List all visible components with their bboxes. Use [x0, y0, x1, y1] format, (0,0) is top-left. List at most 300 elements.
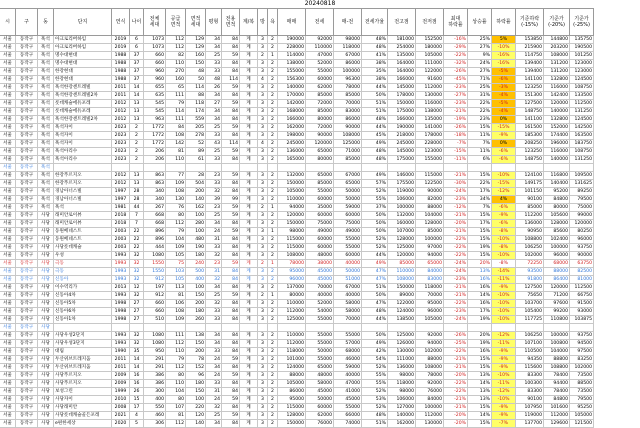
cell-baths[interactable]: 2 — [268, 172, 278, 180]
cell-ref-20[interactable]: 97600 — [544, 300, 570, 308]
cell-gu[interactable]: 동작구 — [16, 108, 38, 116]
cell-jeonse[interactable]: 92000 — [306, 36, 334, 44]
cell-rooms[interactable]: 3 — [258, 316, 268, 324]
cell-area-households[interactable]: 200 — [186, 188, 206, 196]
cell-rise-amount[interactable]: -7% — [492, 420, 516, 428]
cell-sale[interactable]: 150000 — [278, 180, 306, 188]
cell-baths[interactable]: 2 — [268, 44, 278, 52]
cell-gap[interactable] — [334, 164, 362, 172]
cell-from-high[interactable]: 94000 — [416, 252, 444, 260]
cell-year[interactable]: 1993 — [112, 276, 130, 284]
cell-ref-20[interactable]: 102400 — [544, 236, 570, 244]
cell-rise-amount[interactable]: -10% — [492, 172, 516, 180]
cell-pyeong[interactable]: 25 — [206, 212, 222, 220]
cell-rooms[interactable]: 3 — [258, 100, 268, 108]
cell-year[interactable]: 2013 — [112, 284, 130, 292]
cell-ref-15[interactable]: 108800 — [516, 236, 544, 244]
cell-gu[interactable]: 동작구 — [16, 396, 38, 404]
cell-exclusive[interactable]: 84 — [222, 68, 240, 76]
cell-pyeong[interactable]: 48 — [206, 76, 222, 84]
cell-prev-high[interactable]: 120000 — [388, 252, 416, 260]
cell-from-high[interactable]: 70000 — [416, 292, 444, 300]
cell-ref-25[interactable]: 105000 — [570, 412, 594, 420]
cell-rooms[interactable]: 3 — [258, 244, 268, 252]
cell-age[interactable]: 17 — [130, 404, 144, 412]
cell-rooms[interactable]: 3 — [258, 412, 268, 420]
cell-sale[interactable]: 166000 — [278, 116, 306, 124]
cell-exclusive[interactable]: 59 — [222, 260, 240, 268]
cell-drop-rate[interactable]: -21% — [444, 228, 468, 236]
cell-rise-rate[interactable]: 24% — [468, 60, 492, 68]
cell-gap[interactable]: 55000 — [334, 236, 362, 244]
cell-danji[interactable]: 사당롯데캐슬 — [54, 244, 112, 252]
cell-structure[interactable] — [240, 324, 258, 332]
cell-baths[interactable]: 2 — [268, 84, 278, 92]
cell-ref-20[interactable]: 116000 — [544, 148, 570, 156]
cell-sale[interactable]: 95000 — [278, 396, 306, 404]
cell-households[interactable]: 340 — [144, 196, 166, 204]
cell-ref-20[interactable]: 88800 — [544, 356, 570, 364]
cell-area-households[interactable]: 52 — [186, 140, 206, 148]
cell-sale[interactable]: 140000 — [278, 84, 306, 92]
cell-year[interactable]: 2021 — [112, 412, 130, 420]
cell-rise-rate[interactable]: 22% — [468, 100, 492, 108]
cell-gap[interactable]: 50000 — [334, 268, 362, 276]
cell-ref-15[interactable]: 149175 — [516, 180, 544, 188]
cell-households[interactable]: 660 — [144, 308, 166, 316]
cell-rise-amount[interactable]: -10% — [492, 308, 516, 316]
cell-drop-rate[interactable]: -30% — [444, 180, 468, 188]
cell-pyeong[interactable]: 24 — [206, 396, 222, 404]
cell-ref-20[interactable]: 95200 — [544, 188, 570, 196]
cell-danji[interactable] — [54, 324, 112, 332]
cell-age[interactable]: 32 — [130, 292, 144, 300]
cell-rise-rate[interactable]: 11% — [468, 132, 492, 140]
cell-rise-rate[interactable]: 20% — [468, 260, 492, 268]
cell-dong[interactable]: 사당 — [38, 332, 54, 340]
cell-sale[interactable]: 190000 — [278, 36, 306, 44]
cell-jeonse-ratio[interactable]: 44% — [362, 316, 388, 324]
cell-exclusive[interactable]: 84 — [222, 180, 240, 188]
cell-ref-15[interactable]: 115600 — [516, 364, 544, 372]
cell-from-high[interactable]: 92000 — [416, 380, 444, 388]
cell-drop-rate[interactable]: -20% — [444, 220, 468, 228]
cell-drop-rate[interactable]: -23% — [444, 100, 468, 108]
cell-jeonse-ratio[interactable]: 54% — [362, 356, 388, 364]
cell-area-households[interactable]: 28 — [186, 172, 206, 180]
cell-dong[interactable]: 사당 — [38, 380, 54, 388]
cell-city[interactable]: 서울 — [0, 116, 16, 124]
cell-age[interactable]: 14 — [130, 92, 144, 100]
cell-year[interactable]: 1999 — [112, 388, 130, 396]
cell-drop-rate[interactable]: -20% — [444, 412, 468, 420]
cell-rise-amount[interactable]: -10% — [492, 44, 516, 52]
cell-rooms[interactable]: 3 — [258, 180, 268, 188]
cell-gap[interactable]: 70000 — [334, 316, 362, 324]
cell-from-high[interactable]: 94000 — [416, 340, 444, 348]
cell-prev-high[interactable]: 125000 — [388, 332, 416, 340]
cell-supply[interactable]: 112 — [166, 220, 186, 228]
cell-ref-15[interactable]: 101150 — [516, 188, 544, 196]
cell-ref-25[interactable]: 124500 — [570, 116, 594, 124]
cell-ref-25[interactable]: 99000 — [570, 212, 594, 220]
cell-gu[interactable]: 동작구 — [16, 404, 38, 412]
cell-prev-high[interactable]: 160000 — [388, 220, 416, 228]
cell-ref-25[interactable]: 190500 — [570, 44, 594, 52]
cell-structure[interactable]: 계 — [240, 252, 258, 260]
cell-prev-high[interactable]: 106000 — [388, 396, 416, 404]
cell-dong[interactable]: 사당 — [38, 324, 54, 332]
cell-age[interactable]: 14 — [130, 356, 144, 364]
cell-dong[interactable]: 사당 — [38, 308, 54, 316]
cell-sale[interactable]: 137000 — [278, 284, 306, 292]
cell-sale[interactable] — [278, 324, 306, 332]
cell-rise-amount[interactable]: -16% — [492, 52, 516, 60]
cell-jeonse-ratio[interactable]: 44% — [362, 124, 388, 132]
cell-supply[interactable]: 111 — [166, 92, 186, 100]
column-header-jeonse[interactable]: 전세 — [306, 8, 334, 36]
cell-prev-high[interactable]: 175000 — [388, 108, 416, 116]
cell-pyeong[interactable]: 33 — [206, 316, 222, 324]
cell-age[interactable]: 44 — [130, 204, 144, 212]
cell-ref-25[interactable]: 124500 — [570, 76, 594, 84]
cell-pyeong[interactable]: 31 — [206, 388, 222, 396]
cell-from-high[interactable]: 141000 — [416, 124, 444, 132]
cell-supply[interactable]: 108 — [166, 188, 186, 196]
cell-ref-15[interactable]: 123250 — [516, 148, 544, 156]
column-header-rooms[interactable]: 방 — [258, 8, 268, 36]
cell-jeonse-ratio[interactable]: 49% — [362, 172, 388, 180]
cell-age[interactable]: 4 — [130, 412, 144, 420]
cell-gap[interactable]: 59000 — [334, 204, 362, 212]
cell-gap[interactable]: 49000 — [334, 228, 362, 236]
cell-exclusive[interactable] — [222, 164, 240, 172]
cell-age[interactable]: 37 — [130, 52, 144, 60]
cell-gap[interactable]: 100000 — [334, 68, 362, 76]
cell-rise-amount[interactable]: -9% — [492, 132, 516, 140]
cell-gu[interactable]: 동작구 — [16, 132, 38, 140]
cell-households[interactable]: 1550 — [144, 268, 166, 276]
cell-drop-rate[interactable]: -11% — [444, 156, 468, 164]
cell-drop-rate[interactable]: -32% — [444, 60, 468, 68]
cell-jeonse[interactable]: 72000 — [306, 124, 334, 132]
cell-supply[interactable]: 110 — [166, 60, 186, 68]
cell-ref-15[interactable]: 161500 — [516, 124, 544, 132]
column-header-rise-amount[interactable]: 하락률 — [492, 8, 516, 36]
cell-from-high[interactable]: 88000 — [416, 356, 444, 364]
cell-danji[interactable]: 신동아6차 — [54, 308, 112, 316]
cell-year[interactable]: 2008 — [112, 404, 130, 412]
cell-sale[interactable]: 94000 — [278, 204, 306, 212]
cell-jeonse[interactable]: 65000 — [306, 172, 334, 180]
cell-pyeong[interactable]: 33 — [206, 60, 222, 68]
cell-sale[interactable]: 80000 — [278, 292, 306, 300]
cell-dong[interactable]: 사당 — [38, 396, 54, 404]
cell-rooms[interactable]: 3 — [258, 364, 268, 372]
cell-pyeong[interactable]: 34 — [206, 332, 222, 340]
cell-rooms[interactable]: 3 — [258, 84, 268, 92]
cell-drop-rate[interactable]: -25% — [444, 340, 468, 348]
cell-structure[interactable]: 계 — [240, 116, 258, 124]
cell-exclusive[interactable]: 84 — [222, 276, 240, 284]
cell-gap[interactable]: 55000 — [334, 332, 362, 340]
cell-jeonse[interactable]: 55000 — [306, 316, 334, 324]
cell-year[interactable]: 1988 — [112, 52, 130, 60]
cell-rooms[interactable]: 3 — [258, 276, 268, 284]
cell-sale[interactable]: 105000 — [278, 188, 306, 196]
cell-ref-20[interactable]: 84800 — [544, 196, 570, 204]
cell-age[interactable]: 32 — [130, 276, 144, 284]
cell-gu[interactable]: 동작구 — [16, 332, 38, 340]
cell-from-high[interactable]: 123000 — [416, 148, 444, 156]
cell-structure[interactable]: 계 — [240, 388, 258, 396]
cell-jeonse-ratio[interactable]: 35% — [362, 68, 388, 76]
cell-gap[interactable]: 51000 — [334, 276, 362, 284]
cell-exclusive[interactable]: 99 — [222, 196, 240, 204]
cell-rooms[interactable]: 3 — [258, 228, 268, 236]
cell-exclusive[interactable]: 84 — [222, 308, 240, 316]
cell-rooms[interactable]: 3 — [258, 132, 268, 140]
cell-dong[interactable]: 사당 — [38, 252, 54, 260]
cell-ref-15[interactable]: 215900 — [516, 44, 544, 52]
cell-pyeong[interactable]: 33 — [206, 156, 222, 164]
cell-supply[interactable] — [166, 324, 186, 332]
cell-age[interactable] — [130, 164, 144, 172]
cell-pyeong[interactable]: 24 — [206, 372, 222, 380]
cell-prev-high[interactable]: 124000 — [388, 308, 416, 316]
cell-exclusive[interactable]: 84 — [222, 404, 240, 412]
cell-area-households[interactable]: 180 — [186, 308, 206, 316]
cell-city[interactable]: 서울 — [0, 76, 16, 84]
cell-sale[interactable]: 168000 — [278, 108, 306, 116]
cell-households[interactable]: 550 — [144, 404, 166, 412]
cell-rise-amount[interactable]: -10% — [492, 396, 516, 404]
cell-city[interactable]: 서울 — [0, 412, 16, 420]
cell-rise-amount[interactable]: -10% — [492, 252, 516, 260]
cell-drop-rate[interactable]: -27% — [444, 92, 468, 100]
cell-jeonse[interactable]: 50000 — [306, 348, 334, 356]
cell-rise-amount[interactable]: 4% — [492, 196, 516, 204]
cell-gu[interactable]: 동작구 — [16, 292, 38, 300]
cell-baths[interactable]: 2 — [268, 388, 278, 396]
cell-rise-amount[interactable]: -9% — [492, 412, 516, 420]
cell-dong[interactable]: 흑석 — [38, 172, 54, 180]
cell-drop-rate[interactable]: -23% — [444, 84, 468, 92]
cell-age[interactable]: 27 — [130, 308, 144, 316]
cell-dong[interactable]: 흑석 — [38, 180, 54, 188]
cell-structure[interactable]: 계 — [240, 100, 258, 108]
cell-ref-15[interactable]: 83300 — [516, 388, 544, 396]
cell-exclusive[interactable]: 84 — [222, 116, 240, 124]
cell-ref-25[interactable]: 112500 — [570, 284, 594, 292]
cell-year[interactable]: 2011 — [112, 356, 130, 364]
cell-ref-20[interactable]: 140000 — [544, 108, 570, 116]
cell-prev-high[interactable]: 175000 — [388, 156, 416, 164]
cell-ref-20[interactable]: 132800 — [544, 76, 570, 84]
cell-exclusive[interactable]: 84 — [222, 388, 240, 396]
cell-dong[interactable]: 사당 — [38, 228, 54, 236]
cell-ref-25[interactable] — [570, 164, 594, 172]
cell-from-high[interactable]: 115000 — [416, 172, 444, 180]
cell-city[interactable]: 서울 — [0, 324, 16, 332]
cell-ref-15[interactable] — [516, 164, 544, 172]
cell-danji[interactable]: 아크로리버하임 — [54, 36, 112, 44]
cell-dong[interactable]: 흑석 — [38, 108, 54, 116]
cell-area-households[interactable]: 61 — [186, 156, 206, 164]
cell-from-high[interactable]: 178000 — [416, 132, 444, 140]
cell-households[interactable] — [144, 324, 166, 332]
cell-exclusive[interactable]: 84 — [222, 244, 240, 252]
cell-dong[interactable]: 사당 — [38, 236, 54, 244]
cell-prev-high[interactable]: 98000 — [388, 388, 416, 396]
cell-prev-high[interactable]: 164000 — [388, 60, 416, 68]
cell-prev-high[interactable]: 122000 — [388, 300, 416, 308]
cell-rooms[interactable]: 3 — [258, 332, 268, 340]
cell-households[interactable]: 267 — [144, 204, 166, 212]
cell-pyeong[interactable]: 25 — [206, 412, 222, 420]
cell-ref-25[interactable]: 73500 — [570, 388, 594, 396]
cell-ref-20[interactable] — [544, 164, 570, 172]
cell-rise-rate[interactable]: 17% — [468, 188, 492, 196]
cell-age[interactable]: 12 — [130, 284, 144, 292]
cell-supply[interactable]: 105 — [166, 276, 186, 284]
cell-rise-rate[interactable]: 14% — [468, 292, 492, 300]
cell-dong[interactable]: 흑석 — [38, 60, 54, 68]
cell-city[interactable]: 서울 — [0, 36, 16, 44]
cell-exclusive[interactable]: 59 — [222, 228, 240, 236]
cell-ref-15[interactable]: 103700 — [516, 300, 544, 308]
cell-rise-rate[interactable]: 16% — [468, 300, 492, 308]
cell-gu[interactable]: 동작구 — [16, 60, 38, 68]
cell-supply[interactable]: 79 — [166, 100, 186, 108]
cell-year[interactable] — [112, 164, 130, 172]
cell-age[interactable]: 26 — [130, 388, 144, 396]
cell-ref-25[interactable]: 75000 — [570, 204, 594, 212]
cell-rooms[interactable]: 2 — [258, 260, 268, 268]
cell-rise-amount[interactable]: -15% — [492, 180, 516, 188]
cell-prev-high[interactable]: 218000 — [388, 132, 416, 140]
cell-area-households[interactable]: 200 — [186, 300, 206, 308]
cell-supply[interactable]: 130 — [166, 196, 186, 204]
cell-households[interactable]: 668 — [144, 212, 166, 220]
cell-baths[interactable]: 2 — [268, 284, 278, 292]
cell-age[interactable]: 32 — [130, 340, 144, 348]
cell-ref-20[interactable]: 68000 — [544, 260, 570, 268]
cell-ref-20[interactable]: 71200 — [544, 292, 570, 300]
cell-rise-rate[interactable]: 25% — [468, 84, 492, 92]
cell-structure[interactable]: 계 — [240, 396, 258, 404]
cell-prev-high[interactable]: 89000 — [388, 292, 416, 300]
cell-households[interactable]: 960 — [144, 76, 166, 84]
cell-rooms[interactable]: 3 — [258, 172, 268, 180]
cell-gu[interactable]: 동작구 — [16, 324, 38, 332]
cell-structure[interactable]: 계 — [240, 68, 258, 76]
cell-dong[interactable]: 흑석 — [38, 44, 54, 52]
cell-jeonse-ratio[interactable] — [362, 324, 388, 332]
cell-households[interactable]: 863 — [144, 180, 166, 188]
cell-prev-high[interactable]: 145000 — [388, 148, 416, 156]
cell-drop-rate[interactable]: -24% — [444, 188, 468, 196]
cell-area-households[interactable]: 190 — [186, 244, 206, 252]
cell-rooms[interactable]: 3 — [258, 300, 268, 308]
cell-gap[interactable]: 47000 — [334, 380, 362, 388]
cell-from-high[interactable]: 130000 — [416, 420, 444, 428]
cell-ref-20[interactable]: 86400 — [544, 276, 570, 284]
cell-prev-high[interactable]: 254000 — [388, 44, 416, 52]
cell-area-households[interactable]: 220 — [186, 404, 206, 412]
cell-danji[interactable]: 대림 — [54, 348, 112, 356]
cell-city[interactable]: 서울 — [0, 68, 16, 76]
cell-city[interactable]: 서울 — [0, 132, 16, 140]
cell-area-households[interactable]: 140 — [186, 196, 206, 204]
cell-danji[interactable]: 흑석아리수 — [54, 148, 112, 156]
cell-pyeong[interactable]: 43 — [206, 140, 222, 148]
cell-gap[interactable]: 40000 — [334, 372, 362, 380]
cell-drop-rate[interactable]: -15% — [444, 148, 468, 156]
cell-dong[interactable]: 사당 — [38, 404, 54, 412]
cell-age[interactable]: 14 — [130, 84, 144, 92]
cell-jeonse[interactable]: 65000 — [306, 364, 334, 372]
cell-age[interactable]: 22 — [130, 228, 144, 236]
cell-baths[interactable]: 2 — [268, 188, 278, 196]
cell-structure[interactable]: 계 — [240, 404, 258, 412]
cell-rise-rate[interactable]: 23% — [468, 116, 492, 124]
cell-ref-20[interactable]: 174400 — [544, 132, 570, 140]
cell-gu[interactable]: 동작구 — [16, 348, 38, 356]
cell-area-households[interactable]: 160 — [186, 52, 206, 60]
cell-ref-25[interactable]: 112500 — [570, 100, 594, 108]
cell-city[interactable]: 서울 — [0, 332, 16, 340]
cell-age[interactable]: 37 — [130, 60, 144, 68]
cell-gap[interactable]: 83000 — [334, 108, 362, 116]
cell-pyeong[interactable]: 25 — [206, 52, 222, 60]
cell-ref-25[interactable]: 90000 — [570, 252, 594, 260]
cell-danji[interactable]: 사당롯데캐슬골든포레 — [54, 412, 112, 420]
cell-sale[interactable]: 124000 — [278, 364, 306, 372]
cell-drop-rate[interactable]: -21% — [444, 108, 468, 116]
cell-from-high[interactable]: 91600 — [416, 76, 444, 84]
cell-age[interactable]: 37 — [130, 76, 144, 84]
cell-jeonse[interactable]: 47000 — [306, 52, 334, 60]
cell-age[interactable]: 7 — [130, 220, 144, 228]
cell-area-households[interactable]: 100 — [186, 212, 206, 220]
cell-gap[interactable]: 90000 — [334, 124, 362, 132]
cell-ref-25[interactable]: 66750 — [570, 292, 594, 300]
cell-pyeong[interactable]: 33 — [206, 380, 222, 388]
cell-from-high[interactable]: 128000 — [416, 220, 444, 228]
cell-households[interactable]: 660 — [144, 60, 166, 68]
cell-area-households[interactable]: 205 — [186, 124, 206, 132]
cell-drop-rate[interactable]: -26% — [444, 124, 468, 132]
cell-households[interactable]: 960 — [144, 68, 166, 76]
cell-pyeong[interactable]: 34 — [206, 44, 222, 52]
cell-jeonse-ratio[interactable]: 47% — [362, 300, 388, 308]
cell-baths[interactable]: 2 — [268, 148, 278, 156]
cell-area-households[interactable]: 480 — [186, 236, 206, 244]
cell-danji[interactable]: 래미안로이뷰 — [54, 212, 112, 220]
cell-ref-15[interactable]: 139400 — [516, 68, 544, 76]
cell-prev-high[interactable]: 166000 — [388, 116, 416, 124]
cell-gap[interactable]: 46000 — [334, 356, 362, 364]
cell-drop-rate[interactable]: -7% — [444, 140, 468, 148]
cell-jeonse-ratio[interactable]: 50% — [362, 228, 388, 236]
cell-households[interactable] — [144, 164, 166, 172]
cell-households[interactable]: 206 — [144, 156, 166, 164]
cell-exclusive[interactable]: 84 — [222, 364, 240, 372]
cell-rise-rate[interactable]: 6% — [468, 156, 492, 164]
cell-ref-25[interactable]: 123000 — [570, 68, 594, 76]
cell-jeonse[interactable]: 85000 — [306, 92, 334, 100]
